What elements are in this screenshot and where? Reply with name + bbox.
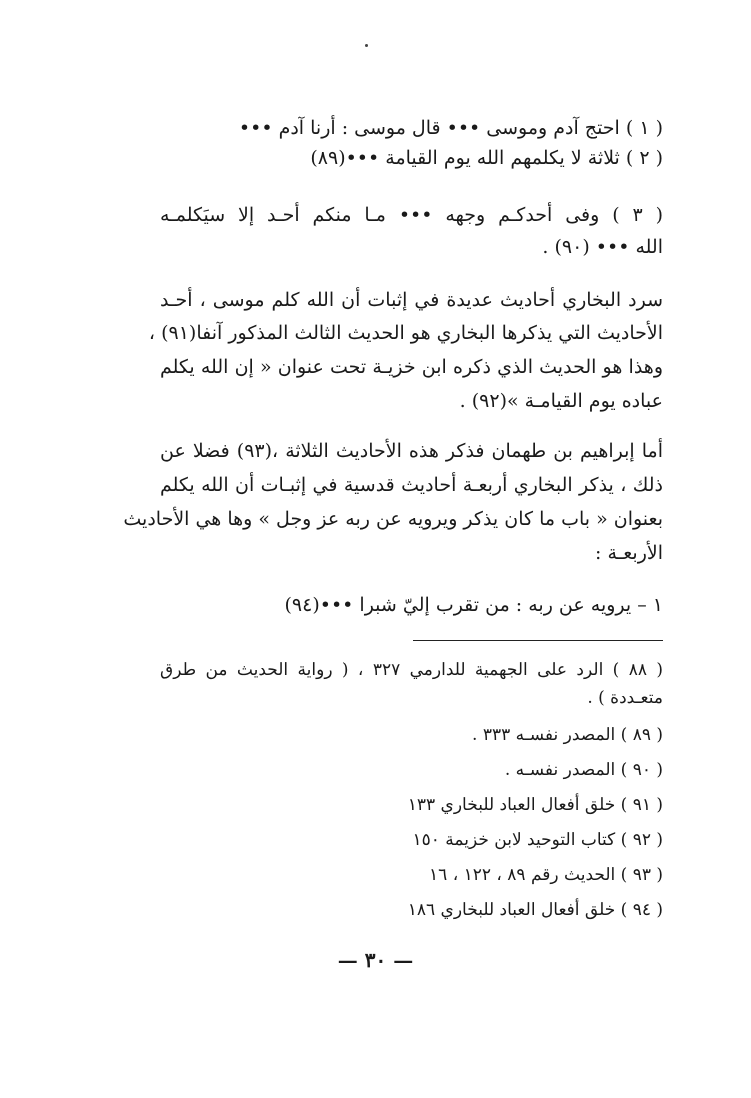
footnote-89: ( ٨٩ ) المصدر نفسـه ٣٣٣ . [472,725,663,745]
paragraph-2-line-4: الأربعـة : [595,542,663,564]
footnote-separator [413,640,663,641]
footnote-92: ( ٩٢ ) كتاب التوحيد لابن خزيمة ١٥٠ [412,830,663,850]
hadith-item-1: ١ – يرويه عن ربه : من تقرب إليّ شبرا •••(٩٤) [284,594,663,616]
footnote-91: ( ٩١ ) خلق أفعال العباد للبخاري ١٣٣ [407,795,663,815]
paragraph-1-line-3: وهذا هو الحديث الذي ذكره ابن خزيـة تحت عنوان « إن الله يكلم [160,356,663,378]
page-number: — ٣٠ — [337,948,414,972]
stray-dot-mark [365,44,368,47]
footnote-93: ( ٩٣ ) الحديث رقم ٨٩ ، ١٢٢ ، ١٦ [429,865,663,885]
footnote-90: ( ٩٠ ) المصدر نفسـه . [504,760,663,780]
list-item-3-continuation: الله ••• (٩٠) . [542,236,663,258]
paragraph-2-line-2: ذلك ، يذكر البخاري أربعـة أحاديث قدسية في إثبـات أن الله يكلم [160,474,663,496]
list-item-2: ( ٢ ) ثلاثة لا يكلمهم الله يوم القيامة •••(٨٩) [310,147,663,169]
paragraph-1-line-4: عباده يوم القيامـة »(٩٢) . [459,390,663,412]
paragraph-1-line-2: الأحاديث التي يذكرها البخاري هو الحديث الثالث المذكور آنفا(٩١) ، [148,322,663,344]
paragraph-2-line-3: بعنوان « باب ما كان يذكر ويرويه عن ربه عز وجل » وها هي الأحاديث [123,508,663,530]
footnote-88: ( ٨٨ ) الرد على الجهمية للدارمي ٣٢٧ ، ( رواية الحديث من طرق [160,660,663,680]
list-item-3: ( ٣ ) وفى أحدكـم وجهه ••• مـا منكم أحـد إلا سيَكلمـه [160,204,663,226]
paragraph-1-line-1: سرد البخاري أحاديث عديدة في إثبات أن الله كلم موسى ، أحـد [160,289,663,311]
footnote-94: ( ٩٤ ) خلق أفعال العباد للبخاري ١٨٦ [407,900,663,920]
footnote-88-continuation: متعـددة ) . [587,688,663,708]
paragraph-2-line-1: أما إبراهيم بن طهمان فذكر هذه الأحاديث الثلاثة ،(٩٣) فضلا عن [160,440,663,462]
list-item-1: ( ١ ) احتج آدم وموسى ••• قال موسى : أرنا آدم ••• [238,117,663,139]
